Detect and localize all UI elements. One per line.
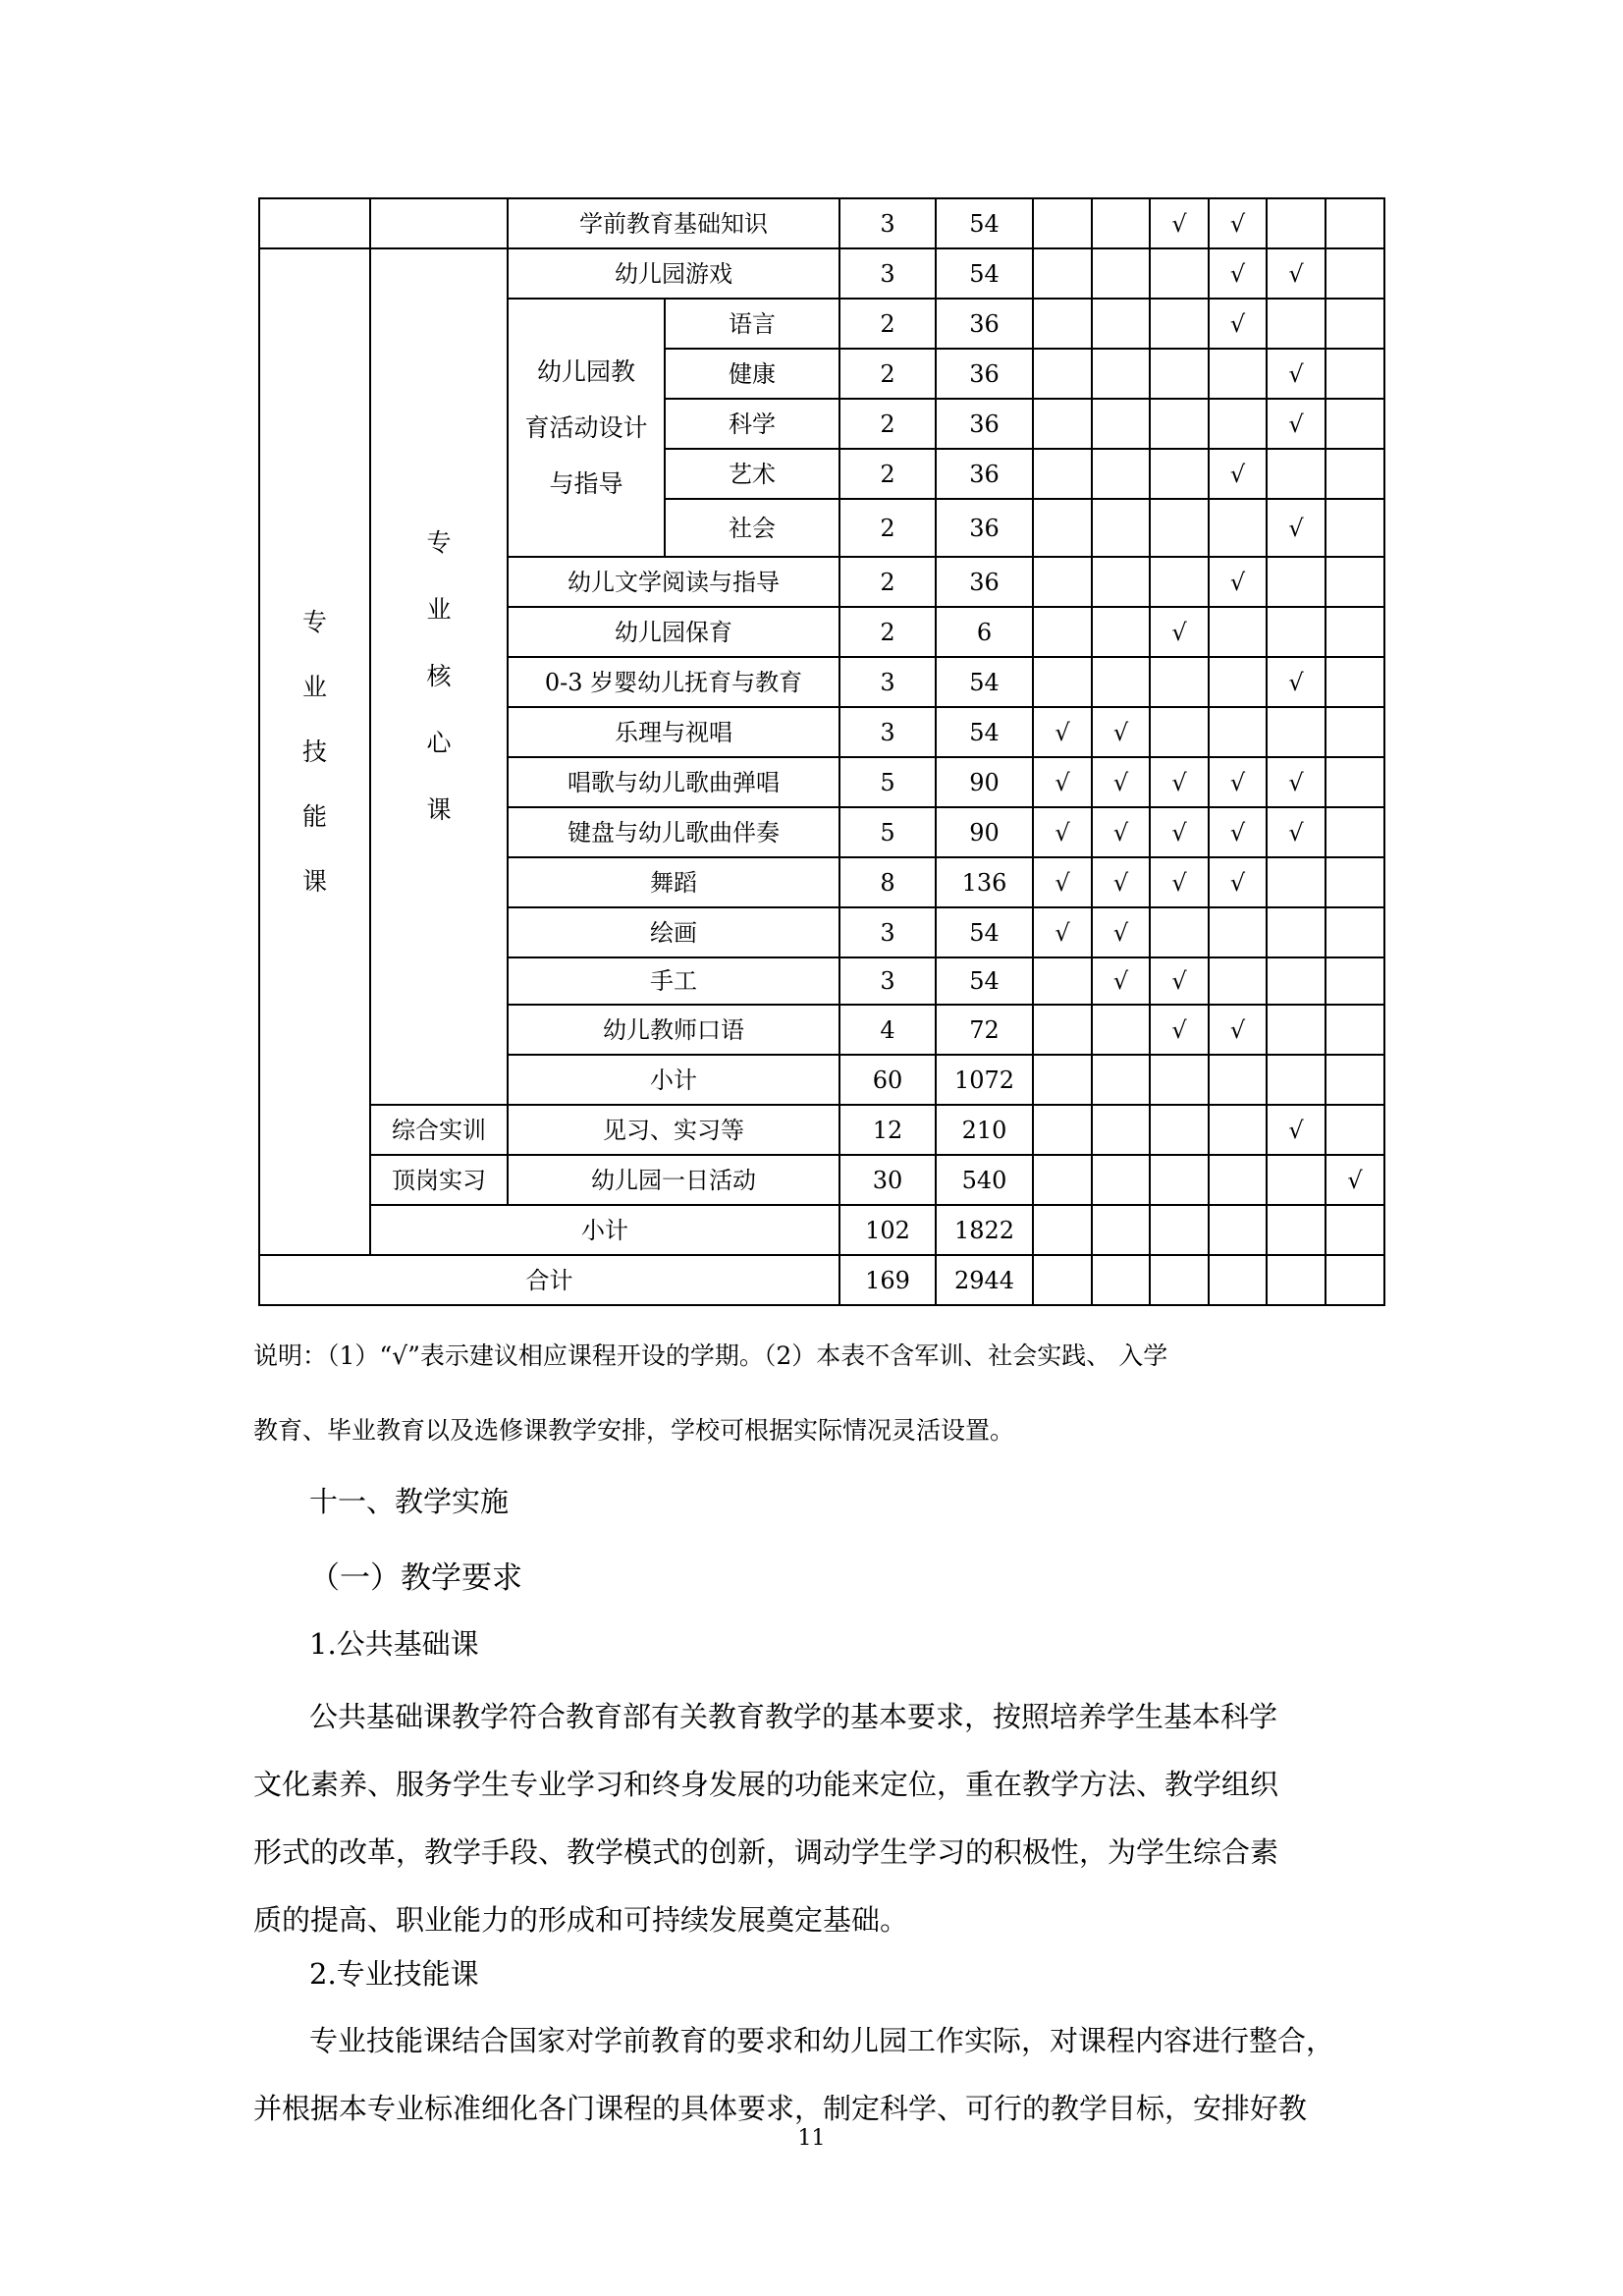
check-mark: √ [1347,1166,1363,1194]
semester-4-cell [1209,607,1267,657]
check-mark: √ [1229,818,1246,847]
vertical-char: 业 [426,595,452,624]
course-name-cell: 手工 [508,957,839,1005]
semester-6-cell [1325,707,1384,757]
hours-cell: 36 [936,399,1033,449]
semester-5-cell [1267,757,1325,807]
semester-3-cell [1150,707,1209,757]
table-row [259,248,1384,299]
semester-6-cell [1325,499,1384,557]
credits-cell: 2 [839,349,936,399]
check-mark: √ [1055,768,1070,796]
check-mark: √ [1055,718,1070,746]
semester-4-cell [1209,1105,1267,1155]
semester-1-cell [1033,707,1092,757]
hours-cell: 54 [936,248,1033,299]
credits-cell: 2 [839,557,936,607]
hours-cell: 54 [936,707,1033,757]
semester-1-cell [1033,399,1092,449]
semester-1-cell [1033,807,1092,857]
semester-4-cell [1209,499,1267,557]
semester-2-cell [1092,248,1150,299]
semester-5-cell [1267,657,1325,707]
course-name-cell: 见习、实习等 [508,1105,839,1155]
paragraph-line: 质的提高、职业能力的形成和可持续发展奠定基础。 [253,1903,909,1937]
semester-6-cell [1325,1205,1384,1255]
semester-6-cell [1325,607,1384,657]
semester-2-cell [1092,557,1150,607]
semester-3-cell [1150,957,1209,1005]
course-name-cell: 幼儿园游戏 [508,248,839,299]
semester-3-cell [1150,607,1209,657]
semester-4-cell [1209,757,1267,807]
check-mark: √ [1288,668,1304,696]
paragraph-line: 文化素养、服务学生专业学习和终身发展的功能来定位，重在教学方法、教学组织 [253,1768,1279,1801]
semester-1-cell [1033,248,1092,299]
credits-cell: 3 [839,248,936,299]
semester-2-cell [1092,607,1150,657]
semester-5-cell [1267,1255,1325,1305]
heading-public-basic: 1.公共基础课 [309,1627,479,1661]
check-mark: √ [1229,209,1246,238]
semester-3-cell [1150,1055,1209,1105]
semester-2-cell [1092,1005,1150,1055]
vertical-char: 业 [301,672,327,701]
course-name-cell: 幼儿教师口语 [508,1005,839,1055]
semester-6-cell [1325,248,1384,299]
hours-cell: 210 [936,1105,1033,1155]
semester-2-cell [1092,399,1150,449]
semester-5-cell [1267,449,1325,499]
semester-4-cell [1209,1155,1267,1205]
semester-5-cell [1267,707,1325,757]
semester-6-cell [1325,349,1384,399]
group-label-line: 幼儿园教 [536,357,635,386]
subsection-heading: （一）教学要求 [309,1560,522,1596]
vertical-char: 技 [301,737,327,766]
hours-cell: 1822 [936,1205,1033,1255]
semester-6-cell [1325,1055,1384,1105]
semester-4-cell [1209,399,1267,449]
course-name-cell: 幼儿园保育 [508,607,839,657]
semester-2-cell [1092,857,1150,907]
hours-cell: 54 [936,657,1033,707]
semester-6-cell [1325,198,1384,248]
semester-6-cell [1325,557,1384,607]
semester-5-cell [1267,399,1325,449]
semester-6-cell [1325,449,1384,499]
credits-cell: 3 [839,198,936,248]
credits-cell: 2 [839,607,936,657]
semester-5-cell [1267,299,1325,349]
hours-cell: 36 [936,299,1033,349]
check-mark: √ [1112,967,1129,995]
table-row [259,1205,1384,1255]
course-name-cell: 小计 [508,1055,839,1105]
semester-6-cell [1325,1005,1384,1055]
semester-4-cell [1209,907,1267,957]
semester-1-cell [1033,1155,1092,1205]
credits-cell: 3 [839,657,936,707]
semester-2-cell [1092,1255,1150,1305]
credits-cell: 2 [839,499,936,557]
semester-1-cell [1033,857,1092,907]
check-mark: √ [1288,768,1304,796]
semester-5-cell [1267,1155,1325,1205]
check-mark: √ [1229,1015,1246,1044]
semester-2-cell [1092,657,1150,707]
semester-1-cell [1033,499,1092,557]
semester-3-cell [1150,349,1209,399]
semester-3-cell [1150,1205,1209,1255]
semester-3-cell [1150,499,1209,557]
semester-2-cell [1092,499,1150,557]
semester-1-cell [1033,1205,1092,1255]
semester-4-cell [1209,1255,1267,1305]
semester-2-cell [1092,1055,1150,1105]
semester-5-cell [1267,1205,1325,1255]
credits-cell: 8 [839,857,936,907]
check-mark: √ [1171,818,1187,847]
credits-cell: 102 [839,1205,936,1255]
semester-2-cell [1092,907,1150,957]
semester-1-cell [1033,198,1092,248]
category-professional-skill-cell [259,248,370,1255]
check-mark: √ [1229,768,1246,796]
subcategory-cell [370,198,508,248]
semester-3-cell [1150,857,1209,907]
semester-5-cell [1267,1105,1325,1155]
semester-4-cell [1209,807,1267,857]
credits-cell: 60 [839,1055,936,1105]
semester-3-cell [1150,907,1209,957]
semester-3-cell [1150,198,1209,248]
semester-6-cell [1325,807,1384,857]
credits-cell: 5 [839,757,936,807]
semester-4-cell [1209,1055,1267,1105]
semester-1-cell [1033,1055,1092,1105]
semester-4-cell [1209,957,1267,1005]
check-mark: √ [1229,568,1246,596]
semester-6-cell [1325,757,1384,807]
semester-2-cell [1092,1105,1150,1155]
table-body [259,198,1384,1305]
semester-3-cell [1150,248,1209,299]
semester-2-cell [1092,707,1150,757]
semester-1-cell [1033,1255,1092,1305]
semester-6-cell [1325,957,1384,1005]
semester-5-cell [1267,198,1325,248]
semester-2-cell [1092,299,1150,349]
check-mark: √ [1055,918,1070,947]
semester-4-cell [1209,299,1267,349]
credits-cell: 169 [839,1255,936,1305]
check-mark: √ [1288,818,1304,847]
group-label-line: 育活动设计 [524,413,648,442]
semester-4-cell [1209,1205,1267,1255]
course-name-cell: 科学 [665,399,839,449]
credits-cell: 3 [839,907,936,957]
semester-3-cell [1150,399,1209,449]
semester-6-cell [1325,1255,1384,1305]
table-row [259,1155,1384,1205]
semester-3-cell [1150,1005,1209,1055]
semester-2-cell [1092,1205,1150,1255]
semester-6-cell [1325,857,1384,907]
course-name-cell: 绘画 [508,907,839,957]
course-name-cell: 幼儿文学阅读与指导 [508,557,839,607]
semester-4-cell [1209,857,1267,907]
vertical-char: 能 [301,801,327,831]
subcategory-cell: 顶岗实习 [370,1155,508,1205]
semester-5-cell [1267,349,1325,399]
credits-cell: 3 [839,957,936,1005]
hours-cell: 36 [936,449,1033,499]
semester-3-cell [1150,757,1209,807]
semester-4-cell [1209,349,1267,399]
semester-2-cell [1092,807,1150,857]
hours-cell: 54 [936,907,1033,957]
semester-3-cell [1150,557,1209,607]
semester-5-cell [1267,248,1325,299]
semester-4-cell [1209,657,1267,707]
semester-2-cell [1092,349,1150,399]
semester-2-cell [1092,1155,1150,1205]
check-mark: √ [1171,967,1187,995]
semester-1-cell [1033,1105,1092,1155]
table-note-line-1: 说明：（1）“√”表示建议相应课程开设的学期。（2）本表不含军训、社会实践、 入学 [253,1341,1168,1370]
semester-6-cell [1325,657,1384,707]
semester-6-cell [1325,299,1384,349]
semester-3-cell [1150,807,1209,857]
semester-5-cell [1267,1055,1325,1105]
course-name-cell: 健康 [665,349,839,399]
credits-cell: 4 [839,1005,936,1055]
semester-3-cell [1150,1255,1209,1305]
credits-cell: 2 [839,399,936,449]
course-name-cell: 唱歌与幼儿歌曲弹唱 [508,757,839,807]
hours-cell: 36 [936,499,1033,557]
check-mark: √ [1288,514,1304,542]
semester-2-cell [1092,957,1150,1005]
semester-5-cell [1267,907,1325,957]
check-mark: √ [1171,868,1187,897]
semester-6-cell [1325,907,1384,957]
semester-5-cell [1267,857,1325,907]
semester-1-cell [1033,299,1092,349]
vertical-char: 心 [426,729,452,757]
semester-2-cell [1092,198,1150,248]
course-name-cell: 学前教育基础知识 [508,198,839,248]
semester-5-cell [1267,499,1325,557]
semester-4-cell [1209,557,1267,607]
course-name-cell: 0-3 岁婴幼儿抚育与教育 [508,657,839,707]
credits-cell: 3 [839,707,936,757]
activity-design-group-cell [508,299,665,557]
check-mark: √ [1229,460,1246,488]
check-mark: √ [1112,718,1129,746]
semester-5-cell [1267,607,1325,657]
hours-cell: 6 [936,607,1033,657]
check-mark: √ [1112,918,1129,947]
check-mark: √ [1288,259,1304,288]
check-mark: √ [1288,1116,1304,1144]
check-mark: √ [1288,410,1304,438]
hours-cell: 54 [936,957,1033,1005]
hours-cell: 1072 [936,1055,1033,1105]
vertical-char: 专 [301,607,327,636]
check-mark: √ [1055,818,1070,847]
vertical-char: 核 [426,662,452,690]
vertical-char: 课 [426,795,452,824]
check-mark: √ [1112,768,1129,796]
hours-cell: 72 [936,1005,1033,1055]
hours-cell: 136 [936,857,1033,907]
check-mark: √ [1229,309,1246,338]
section-heading: 十一、教学实施 [309,1485,510,1518]
semester-6-cell [1325,1105,1384,1155]
hours-cell: 90 [936,807,1033,857]
check-mark: √ [1112,868,1129,897]
table-row [259,1105,1384,1155]
semester-3-cell [1150,657,1209,707]
semester-1-cell [1033,957,1092,1005]
course-name-cell: 社会 [665,499,839,557]
semester-1-cell [1033,349,1092,399]
check-mark: √ [1112,818,1129,847]
group-label-line: 与指导 [549,469,623,498]
semester-5-cell [1267,557,1325,607]
semester-5-cell [1267,807,1325,857]
paragraph-line: 公共基础课教学符合教育部有关教育教学的基本要求，按照培养学生基本科学 [309,1700,1278,1733]
course-name-cell: 幼儿园一日活动 [508,1155,839,1205]
category-cell [259,198,370,248]
semester-6-cell [1325,399,1384,449]
semester-1-cell [1033,607,1092,657]
credits-cell: 12 [839,1105,936,1155]
semester-1-cell [1033,1005,1092,1055]
semester-5-cell [1267,1005,1325,1055]
semester-1-cell [1033,907,1092,957]
semester-3-cell [1150,1155,1209,1205]
semester-1-cell [1033,557,1092,607]
course-name-cell: 乐理与视唱 [508,707,839,757]
hours-cell: 540 [936,1155,1033,1205]
check-mark: √ [1229,259,1246,288]
credits-cell: 30 [839,1155,936,1205]
semester-1-cell [1033,657,1092,707]
subcategory-core-cell [370,248,508,1105]
semester-1-cell [1033,449,1092,499]
hours-cell: 2944 [936,1255,1033,1305]
table-row [259,1255,1384,1305]
heading-professional-skill: 2.专业技能课 [309,1957,479,1991]
check-mark: √ [1288,359,1304,388]
course-name-cell: 舞蹈 [508,857,839,907]
semester-4-cell [1209,707,1267,757]
semester-2-cell [1092,757,1150,807]
course-name-cell: 艺术 [665,449,839,499]
semester-6-cell [1325,1155,1384,1205]
subcategory-cell: 综合实训 [370,1105,508,1155]
semester-1-cell [1033,757,1092,807]
table-row [259,198,1384,248]
credits-cell: 2 [839,299,936,349]
course-name-cell: 语言 [665,299,839,349]
semester-4-cell [1209,198,1267,248]
vertical-char: 专 [426,528,452,557]
paragraph-line: 专业技能课结合国家对学前教育的要求和幼儿园工作实际，对课程内容进行整合， [309,2024,1335,2057]
check-mark: √ [1171,768,1187,796]
semester-3-cell [1150,1105,1209,1155]
hours-cell: 90 [936,757,1033,807]
check-mark: √ [1229,868,1246,897]
curriculum-table [258,197,1385,1306]
table-note-line-2: 教育、毕业教育以及选修课教学安排，学校可根据实际情况灵活设置。 [253,1416,1015,1445]
hours-cell: 54 [936,198,1033,248]
hours-cell: 36 [936,557,1033,607]
semester-3-cell [1150,299,1209,349]
page-number: 11 [797,2126,826,2151]
semester-4-cell [1209,248,1267,299]
semester-5-cell [1267,957,1325,1005]
semester-4-cell [1209,1005,1267,1055]
check-mark: √ [1171,1015,1187,1044]
check-mark: √ [1171,618,1187,646]
credits-cell: 5 [839,807,936,857]
course-name-cell: 键盘与幼儿歌曲伴奏 [508,807,839,857]
vertical-char: 课 [301,866,327,896]
credits-cell: 2 [839,449,936,499]
semester-3-cell [1150,449,1209,499]
check-mark: √ [1171,209,1187,238]
paragraph-line: 并根据本专业标准细化各门课程的具体要求，制定科学、可行的教学目标，安排好教 [253,2092,1308,2125]
hours-cell: 36 [936,349,1033,399]
course-name-cell: 合计 [259,1255,839,1305]
paragraph-line: 形式的改革，教学手段、教学模式的创新，调动学生学习的积极性，为学生综合素 [253,1835,1279,1869]
semester-4-cell [1209,449,1267,499]
check-mark: √ [1055,868,1070,897]
course-name-cell: 小计 [370,1205,839,1255]
semester-2-cell [1092,449,1150,499]
